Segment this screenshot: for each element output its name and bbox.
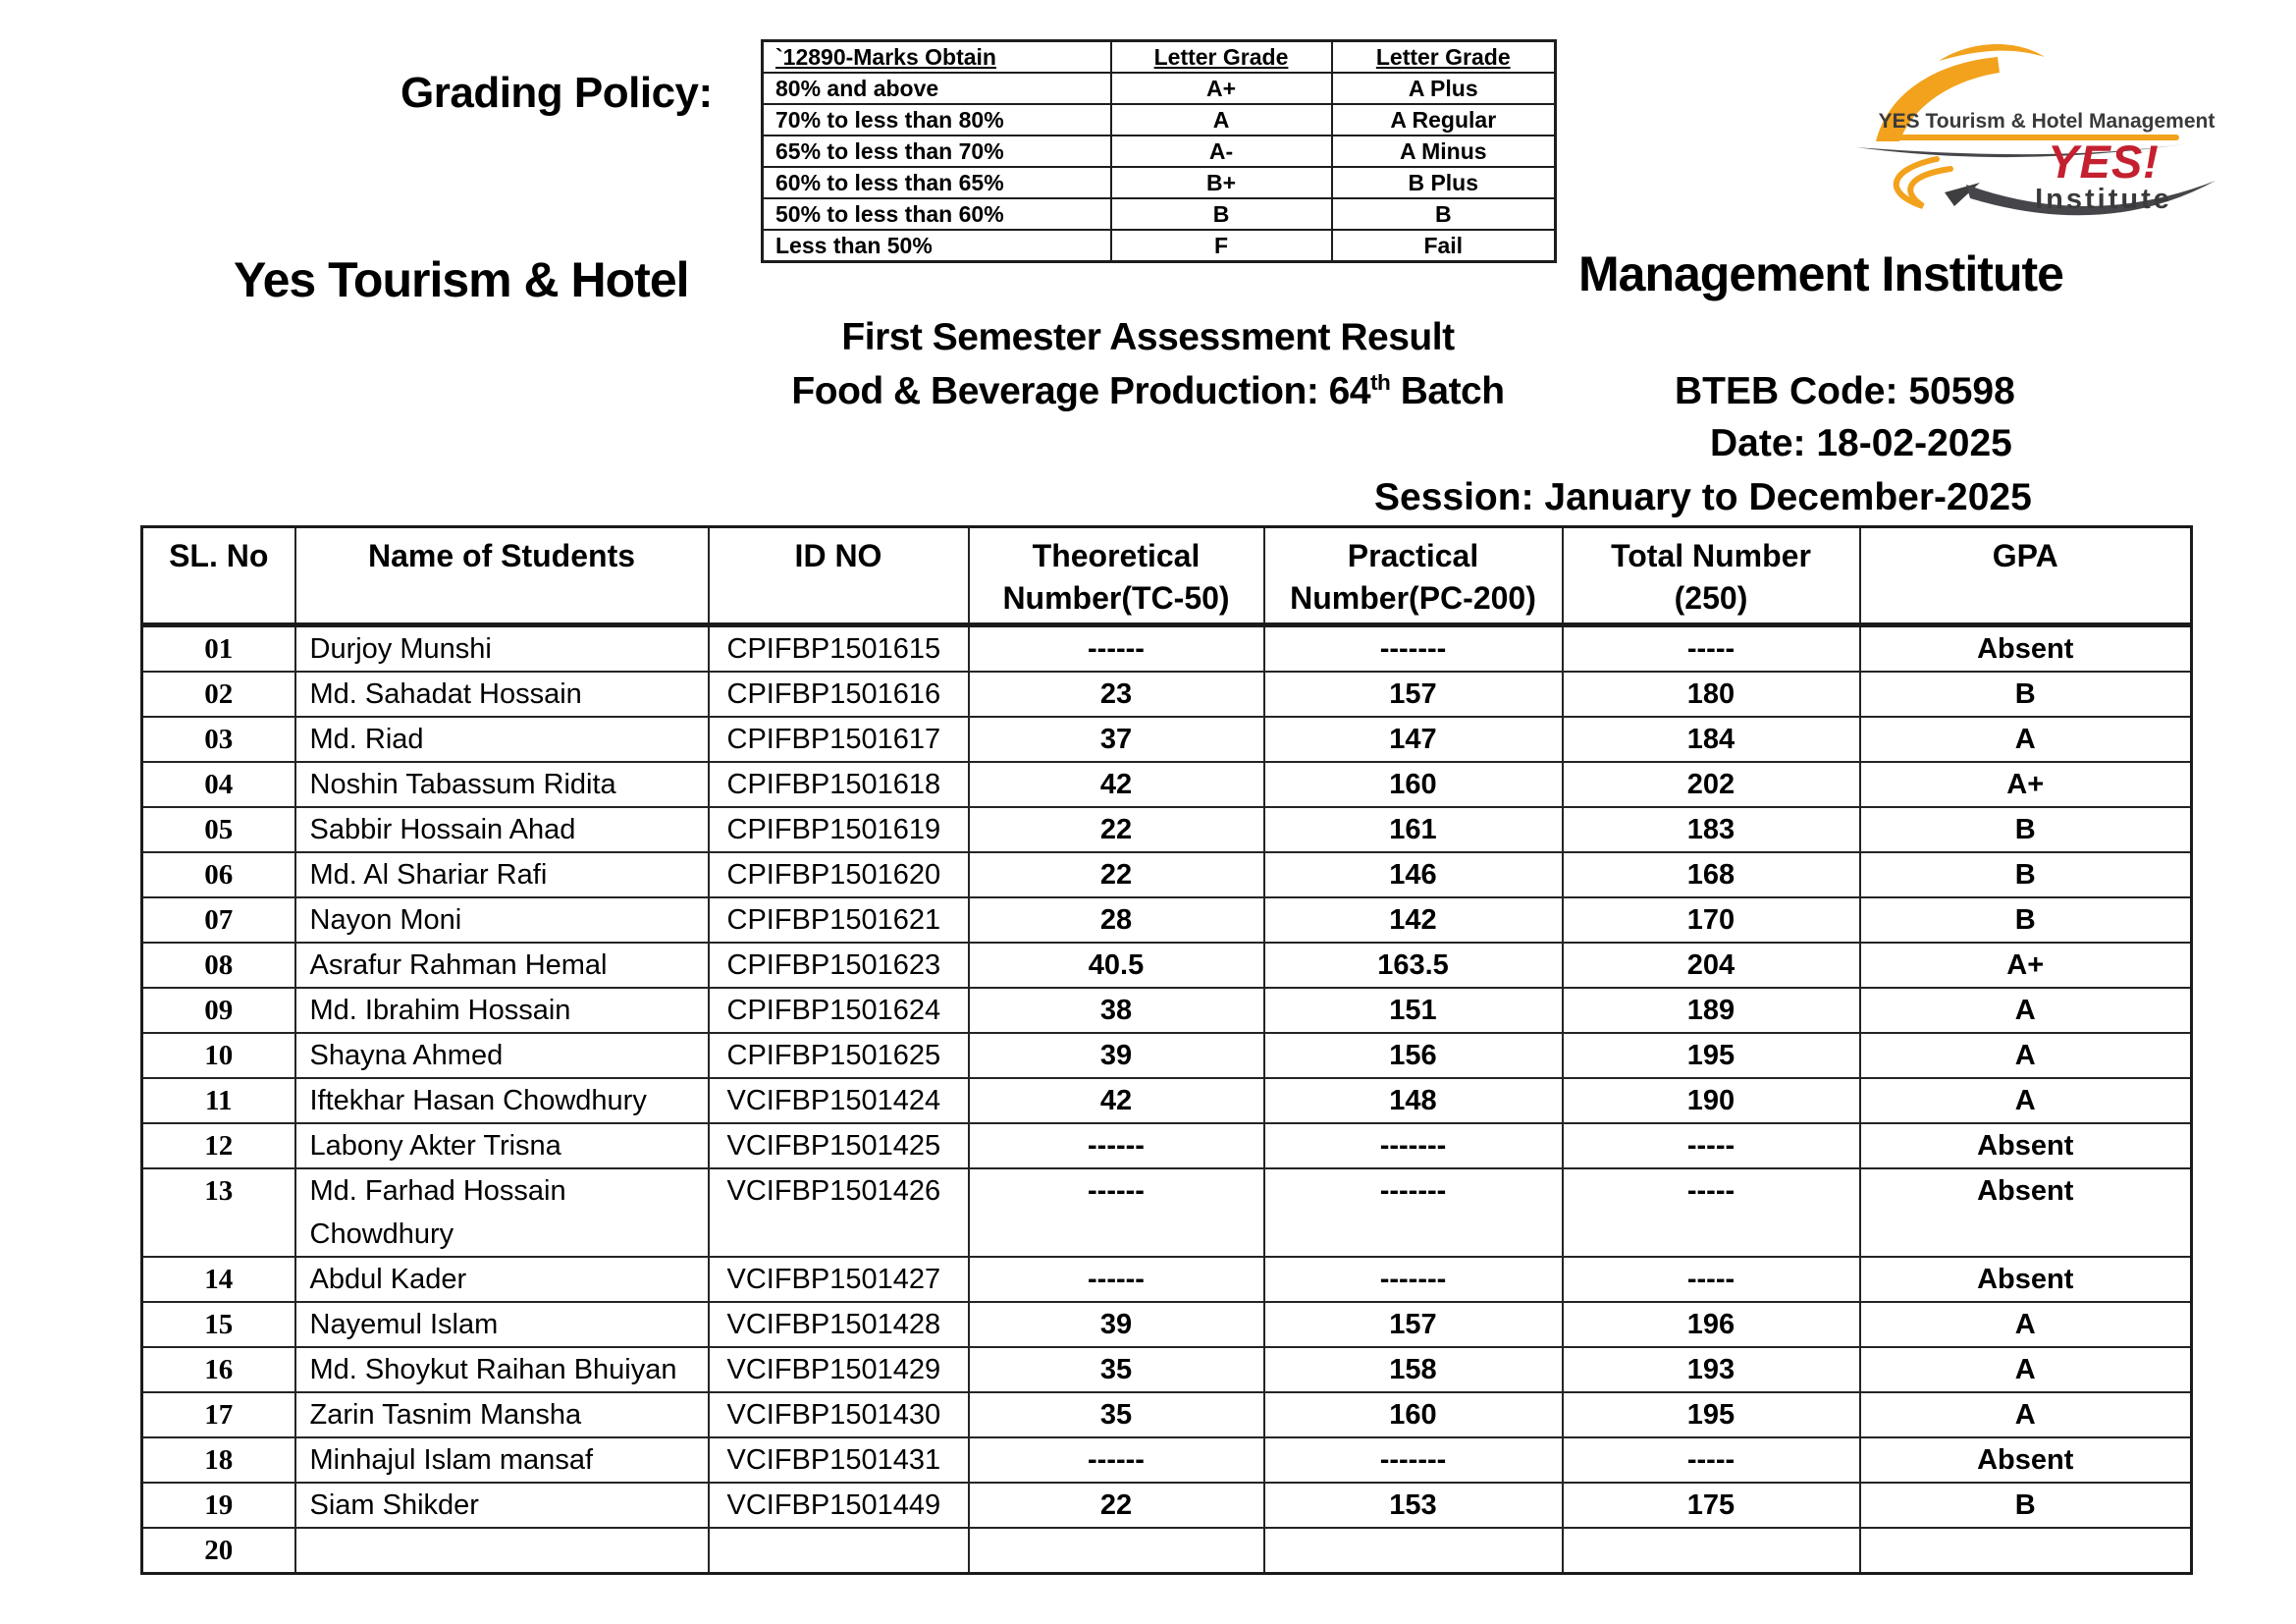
cell-student-id: CPIFBP1501617 <box>709 717 969 762</box>
logo-bird-swirl <box>1896 159 1950 206</box>
cell-student-id: CPIFBP1501625 <box>709 1033 969 1078</box>
cell-gpa: B <box>1860 672 2192 717</box>
cell-total <box>1563 1528 1860 1574</box>
cell-practical: 153 <box>1264 1483 1563 1528</box>
cell-student-name: Labony Akter Trisna <box>295 1123 709 1168</box>
cell-theoretical: 39 <box>969 1033 1264 1078</box>
cell-practical: ------- <box>1264 1123 1563 1168</box>
grading-range: 70% to less than 80% <box>763 104 1111 135</box>
student-row <box>142 943 2192 988</box>
grading-letter-word: B <box>1332 198 1556 230</box>
cell-gpa <box>1860 1528 2192 1574</box>
results-header-row <box>142 527 2192 625</box>
grading-letter-word: A Regular <box>1332 104 1556 135</box>
cell-student-name: Siam Shikder <box>295 1483 709 1528</box>
cell-student-id: CPIFBP1501620 <box>709 852 969 897</box>
student-row <box>142 1123 2192 1168</box>
cell-total: ----- <box>1563 625 1860 673</box>
grading-policy-table <box>761 39 1557 263</box>
student-row <box>142 1078 2192 1123</box>
course-ordinal-sup: th <box>1370 370 1391 395</box>
cell-gpa: Absent <box>1860 625 2192 673</box>
logo-brand-text: YES Tourism & Hotel Management <box>1878 110 2216 133</box>
cell-gpa: A <box>1860 1392 2192 1437</box>
cell-gpa: A+ <box>1860 943 2192 988</box>
cell-student-name: Shayna Ahmed <box>295 1033 709 1078</box>
student-row <box>142 1257 2192 1302</box>
cell-student-name: Zarin Tasnim Mansha <box>295 1392 709 1437</box>
cell-practical: 158 <box>1264 1347 1563 1392</box>
grading-letter: A+ <box>1111 73 1332 104</box>
student-row <box>142 897 2192 943</box>
cell-gpa: B <box>1860 852 2192 897</box>
cell-student-id: VCIFBP1501425 <box>709 1123 969 1168</box>
cell-student-id: VCIFBP1501431 <box>709 1437 969 1483</box>
cell-theoretical: 35 <box>969 1392 1264 1437</box>
cell-total: 196 <box>1563 1302 1860 1347</box>
course-batch-suffix: Batch <box>1390 370 1505 412</box>
grading-range: 50% to less than 60% <box>763 198 1111 230</box>
student-row <box>142 672 2192 717</box>
cell-gpa: B <box>1860 897 2192 943</box>
cell-theoretical: 39 <box>969 1302 1264 1347</box>
cell-practical: 161 <box>1264 807 1563 852</box>
grading-header-letter-grade: Letter Grade <box>1111 41 1332 74</box>
cell-student-id: CPIFBP1501615 <box>709 625 969 673</box>
cell-sl-no: 16 <box>142 1347 295 1392</box>
cell-gpa: A <box>1860 1347 2192 1392</box>
cell-gpa: A <box>1860 1078 2192 1123</box>
cell-student-id: VCIFBP1501424 <box>709 1078 969 1123</box>
cell-sl-no: 08 <box>142 943 295 988</box>
cell-sl-no: 06 <box>142 852 295 897</box>
cell-student-id: VCIFBP1501449 <box>709 1483 969 1528</box>
cell-sl-no: 13 <box>142 1168 295 1257</box>
cell-practical: 156 <box>1264 1033 1563 1078</box>
cell-student-name: Md. Riad <box>295 717 709 762</box>
cell-theoretical: ------ <box>969 1123 1264 1168</box>
cell-student-name: Md. Shoykut Raihan Bhuiyan <box>295 1347 709 1392</box>
cell-total: ----- <box>1563 1437 1860 1483</box>
cell-student-name: Md. Ibrahim Hossain <box>295 988 709 1033</box>
cell-sl-no: 10 <box>142 1033 295 1078</box>
grading-row <box>763 104 1556 135</box>
grading-range: 80% and above <box>763 73 1111 104</box>
cell-student-id: CPIFBP1501623 <box>709 943 969 988</box>
col-header-sl-no: SL. No <box>142 527 295 625</box>
grading-letter-word: Fail <box>1332 230 1556 262</box>
cell-sl-no: 03 <box>142 717 295 762</box>
grading-policy-label: Grading Policy: <box>400 69 713 117</box>
cell-student-name: Abdul Kader <box>295 1257 709 1302</box>
cell-practical: ------- <box>1264 1437 1563 1483</box>
cell-sl-no: 02 <box>142 672 295 717</box>
institute-name-left: Yes Tourism & Hotel <box>234 252 689 307</box>
student-row <box>142 852 2192 897</box>
grading-letter-word: A Minus <box>1332 135 1556 167</box>
course-name: Food & Beverage Production: 64 <box>791 370 1371 412</box>
bteb-code: BTEB Code: 50598 <box>1675 370 2015 412</box>
cell-student-name: Durjoy Munshi <box>295 625 709 673</box>
grading-row <box>763 230 1556 262</box>
student-row <box>142 1392 2192 1437</box>
cell-practical: 151 <box>1264 988 1563 1033</box>
cell-sl-no: 09 <box>142 988 295 1033</box>
cell-total: 189 <box>1563 988 1860 1033</box>
cell-gpa: Absent <box>1860 1257 2192 1302</box>
cell-student-id: VCIFBP1501426 <box>709 1168 969 1257</box>
cell-total: 183 <box>1563 807 1860 852</box>
cell-student-name: Md. Farhad Hossain Chowdhury <box>295 1168 709 1257</box>
cell-practical: 157 <box>1264 1302 1563 1347</box>
grading-letter: F <box>1111 230 1332 262</box>
result-title: First Semester Assessment Result <box>841 316 1455 358</box>
cell-sl-no: 17 <box>142 1392 295 1437</box>
cell-gpa: B <box>1860 807 2192 852</box>
cell-theoretical: 22 <box>969 1483 1264 1528</box>
cell-student-id: CPIFBP1501621 <box>709 897 969 943</box>
cell-theoretical: 35 <box>969 1347 1264 1392</box>
student-row <box>142 1033 2192 1078</box>
grading-header-letter-grade-word: Letter Grade <box>1332 41 1556 74</box>
cell-theoretical: 40.5 <box>969 943 1264 988</box>
logo-yes-text: YES! <box>2048 135 2160 188</box>
cell-practical: 148 <box>1264 1078 1563 1123</box>
student-row <box>142 807 2192 852</box>
result-date: Date: 18-02-2025 <box>1710 422 2012 464</box>
cell-student-name: Iftekhar Hasan Chowdhury <box>295 1078 709 1123</box>
col-header-total: Total Number (250) <box>1563 527 1860 625</box>
grading-row <box>763 167 1556 198</box>
cell-sl-no: 14 <box>142 1257 295 1302</box>
student-row <box>142 625 2192 673</box>
cell-total: ----- <box>1563 1168 1860 1257</box>
col-header-theoretical: Theoretical Number(TC-50) <box>969 527 1264 625</box>
cell-sl-no: 04 <box>142 762 295 807</box>
cell-sl-no: 01 <box>142 625 295 673</box>
cell-total: 195 <box>1563 1392 1860 1437</box>
student-row <box>142 1528 2192 1574</box>
cell-total: 175 <box>1563 1483 1860 1528</box>
cell-practical: ------- <box>1264 1257 1563 1302</box>
cell-student-id: CPIFBP1501624 <box>709 988 969 1033</box>
grading-letter: A <box>1111 104 1332 135</box>
cell-theoretical: 42 <box>969 1078 1264 1123</box>
cell-sl-no: 11 <box>142 1078 295 1123</box>
student-row <box>142 1168 2192 1257</box>
cell-practical: 147 <box>1264 717 1563 762</box>
cell-theoretical: ------ <box>969 625 1264 673</box>
cell-gpa: Absent <box>1860 1437 2192 1483</box>
cell-theoretical: 22 <box>969 807 1264 852</box>
cell-sl-no: 20 <box>142 1528 295 1574</box>
cell-theoretical: 28 <box>969 897 1264 943</box>
cell-practical: 160 <box>1264 1392 1563 1437</box>
cell-total: 190 <box>1563 1078 1860 1123</box>
cell-sl-no: 05 <box>142 807 295 852</box>
cell-student-name: Sabbir Hossain Ahad <box>295 807 709 852</box>
cell-student-name: Noshin Tabassum Ridita <box>295 762 709 807</box>
cell-sl-no: 15 <box>142 1302 295 1347</box>
cell-sl-no: 18 <box>142 1437 295 1483</box>
cell-practical: 142 <box>1264 897 1563 943</box>
cell-student-id: CPIFBP1501619 <box>709 807 969 852</box>
grading-letter: A- <box>1111 135 1332 167</box>
cell-total: 184 <box>1563 717 1860 762</box>
institute-name-right: Management Institute <box>1578 246 2063 301</box>
cell-total: 180 <box>1563 672 1860 717</box>
cell-gpa: A <box>1860 988 2192 1033</box>
cell-gpa: A <box>1860 717 2192 762</box>
cell-student-name <box>295 1528 709 1574</box>
cell-gpa: Absent <box>1860 1168 2192 1257</box>
cell-student-id: VCIFBP1501429 <box>709 1347 969 1392</box>
cell-student-id: VCIFBP1501427 <box>709 1257 969 1302</box>
cell-gpa: Absent <box>1860 1123 2192 1168</box>
cell-student-name: Nayemul Islam <box>295 1302 709 1347</box>
cell-gpa: A <box>1860 1302 2192 1347</box>
logo-institute-text: Institute <box>2035 184 2172 215</box>
student-row <box>142 1302 2192 1347</box>
cell-student-name: Asrafur Rahman Hemal <box>295 943 709 988</box>
cell-gpa: B <box>1860 1483 2192 1528</box>
cell-theoretical: 22 <box>969 852 1264 897</box>
cell-total: 168 <box>1563 852 1860 897</box>
cell-student-name: Minhajul Islam mansaf <box>295 1437 709 1483</box>
student-row <box>142 717 2192 762</box>
cell-student-id: CPIFBP1501618 <box>709 762 969 807</box>
cell-total: ----- <box>1563 1123 1860 1168</box>
cell-gpa: A <box>1860 1033 2192 1078</box>
institute-logo <box>1850 37 2238 216</box>
grading-range: 60% to less than 65% <box>763 167 1111 198</box>
cell-practical: 160 <box>1264 762 1563 807</box>
cell-practical: 146 <box>1264 852 1563 897</box>
grading-row <box>763 135 1556 167</box>
cell-total: ----- <box>1563 1257 1860 1302</box>
cell-sl-no: 19 <box>142 1483 295 1528</box>
col-header-gpa: GPA <box>1860 527 2192 625</box>
student-row <box>142 762 2192 807</box>
cell-theoretical: ------ <box>969 1257 1264 1302</box>
col-header-id-no: ID NO <box>709 527 969 625</box>
student-row <box>142 1347 2192 1392</box>
cell-total: 202 <box>1563 762 1860 807</box>
cell-gpa: A+ <box>1860 762 2192 807</box>
cell-student-name: Md. Sahadat Hossain <box>295 672 709 717</box>
student-row <box>142 988 2192 1033</box>
cell-sl-no: 12 <box>142 1123 295 1168</box>
cell-student-id: CPIFBP1501616 <box>709 672 969 717</box>
cell-sl-no: 07 <box>142 897 295 943</box>
cell-total: 193 <box>1563 1347 1860 1392</box>
cell-theoretical: 42 <box>969 762 1264 807</box>
cell-student-id: VCIFBP1501428 <box>709 1302 969 1347</box>
col-header-student-name: Name of Students <box>295 527 709 625</box>
grading-row <box>763 198 1556 230</box>
grading-letter: B <box>1111 198 1332 230</box>
grading-row <box>763 73 1556 104</box>
cell-total: 195 <box>1563 1033 1860 1078</box>
student-row <box>142 1483 2192 1528</box>
student-row <box>142 1437 2192 1483</box>
cell-practical: 163.5 <box>1264 943 1563 988</box>
results-table <box>140 525 2193 1575</box>
cell-practical <box>1264 1528 1563 1574</box>
cell-theoretical: ------ <box>969 1168 1264 1257</box>
session-line: Session: January to December-2025 <box>1374 476 2032 518</box>
cell-theoretical: 23 <box>969 672 1264 717</box>
cell-theoretical: 37 <box>969 717 1264 762</box>
cell-total: 204 <box>1563 943 1860 988</box>
grading-header-row <box>763 41 1556 74</box>
cell-student-name: Nayon Moni <box>295 897 709 943</box>
cell-theoretical <box>969 1528 1264 1574</box>
grading-range: Less than 50% <box>763 230 1111 262</box>
cell-theoretical: ------ <box>969 1437 1264 1483</box>
grading-header-marks-obtain: `12890-Marks Obtain <box>763 41 1111 74</box>
cell-practical: 157 <box>1264 672 1563 717</box>
cell-student-name: Md. Al Shariar Rafi <box>295 852 709 897</box>
cell-practical: ------- <box>1264 1168 1563 1257</box>
cell-practical: ------- <box>1264 625 1563 673</box>
cell-theoretical: 38 <box>969 988 1264 1033</box>
col-header-practical: Practical Number(PC-200) <box>1264 527 1563 625</box>
cell-student-id <box>709 1528 969 1574</box>
grading-letter-word: B Plus <box>1332 167 1556 198</box>
cell-student-id: VCIFBP1501430 <box>709 1392 969 1437</box>
grading-letter-word: A Plus <box>1332 73 1556 104</box>
grading-letter: B+ <box>1111 167 1332 198</box>
grading-range: 65% to less than 70% <box>763 135 1111 167</box>
cell-total: 170 <box>1563 897 1860 943</box>
